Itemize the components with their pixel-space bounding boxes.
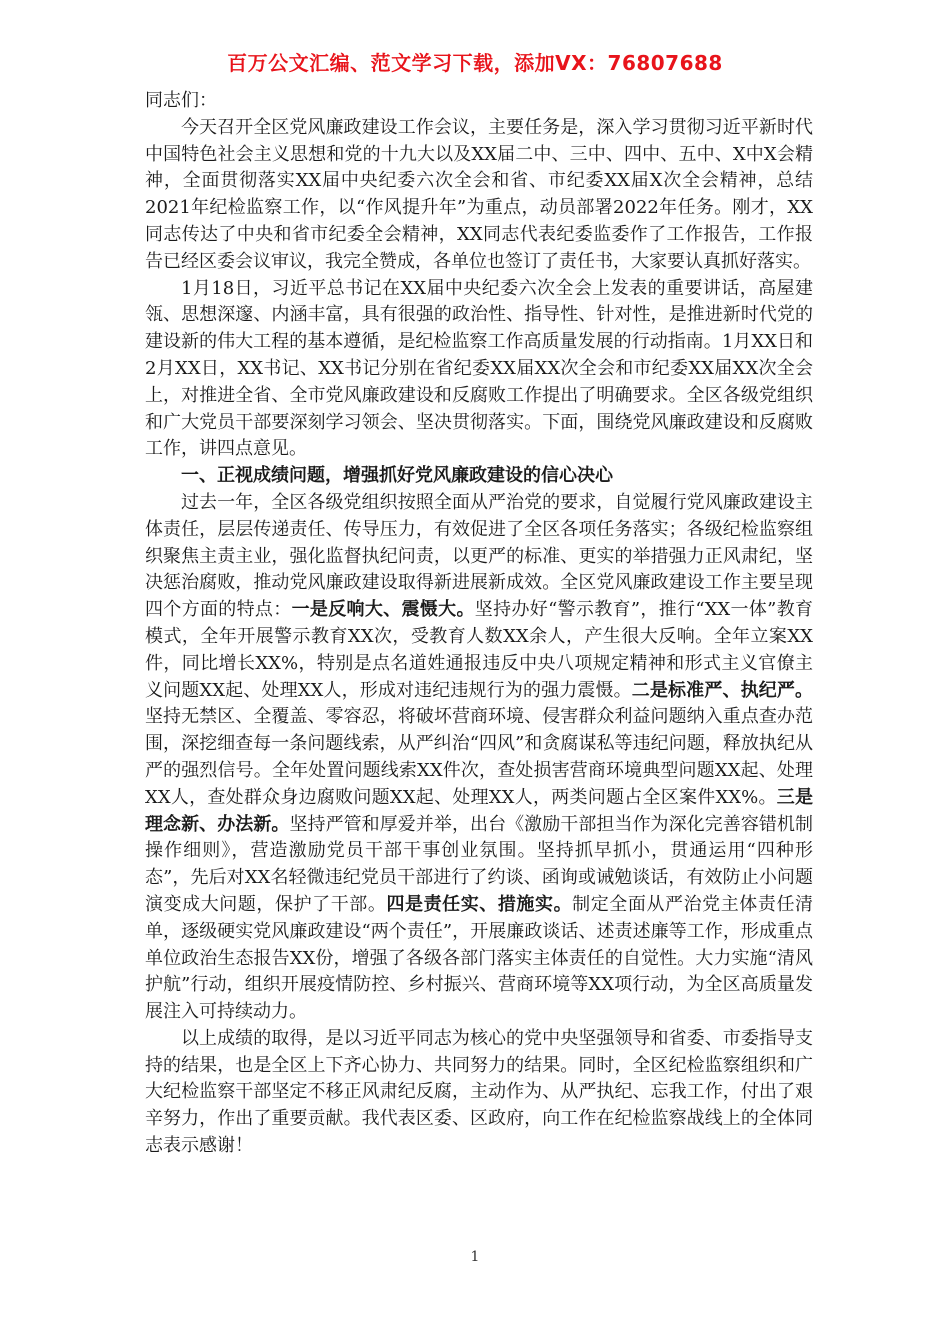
- watermark-header: 百万公文汇编、范文学习下载，添加VX：76807688: [227, 51, 723, 75]
- highlight-1: 一是反响大、震慑大。: [291, 599, 475, 621]
- achievements-text-2: 坚持办好“警示教育”，推行“XX一体”教育模式，全年开展警示教育XX次，受教育人数XX余人，产生很大反响。全年立案XX件，同比增长XX%，特别是点名道姓通报违反中央八项规定精神和形式主义官僚主义问题XX起、处理XX人，形成对违纪违规行为的强力震慑。: [145, 599, 814, 701]
- page-number: 1: [470, 1249, 480, 1265]
- achievements-text-3: 坚持无禁区、全覆盖、零容忍，将破坏营商环境、侵害群众利益问题纳入重点查办范围，深挖细查每一条问题线索，从严纠治“四风”和贪腐谋私等违纪问题，释放执纪从严的强烈信号。全年处置问题线索XX件次，查处损害营商环境典型问题XX起、处理XX人，查处群众身边腐败问题XX起、处理XX人，两类问题占全区案件XX%。: [145, 706, 813, 808]
- achievements-text-1: 过去一年，全区各级党组织按照全面从严治党的要求，自觉履行党风廉政建设主体责任，层层传递责任、传导压力，有效促进了全区各项任务落实；各级纪检监察组织聚焦主责主业，强化监督执纪问责，以更严的标准、更实的举措强力正风肃纪，坚决惩治腐败，推动党风廉政建设取得新进展新成效。全区党风廉政建设工作主要呈现四个方面的特点：: [145, 491, 813, 621]
- highlight-2: 二是标准严、执纪严。: [631, 679, 813, 701]
- paragraph-speech-summary: 1月18日，习近平总书记在XX届中央纪委六次全会上发表的重要讲话，高屋建瓴、思想深邃、内涵丰富，具有很强的政治性、指导性、针对性，是推进新时代党的建设新的伟大工程的基本遵循，是纪检监察工作高质量发展的行动指南。1月XX日和2月XX日，XX书记、XX书记分别在省纪委XX届XX次全会和市纪委XX届XX次全会上，对推进全省、全市党风廉政建设和反腐败工作提出了明确要求。全区各级党组织和广大党员干部要深刻学习领会、坚决贯彻落实。下面，围绕党风廉政建设和反腐败工作，讲四点意见。: [145, 277, 813, 460]
- salutation: 同志们：: [145, 90, 217, 111]
- section-heading: 一、正视成绩问题，增强抓好党风廉政建设的信心决心: [181, 465, 613, 487]
- document-body: [145, 88, 813, 1160]
- paragraph-intro: 今天召开全区党风廉政建设工作会议，主要任务是，深入学习贯彻习近平新时代中国特色社会主义思想和党的十九大以及XX届二中、三中、四中、五中、X中X会精神，全面贯彻落实XX届中央纪委六次全会和省、市纪委XX届X次全会精神，总结2021年纪检监察工作，以“作风提升年”为重点，动员部署2022年任务。刚才，XX同志传达了中央和省市纪委全会精神，XX同志代表纪委监委作了工作报告，工作报告已经区委会议审议，我完全赞成，各单位也签订了责任书，大家要认真抓好落实。: [145, 116, 813, 272]
- highlight-3: 三是理念新、办法新。: [145, 786, 814, 835]
- achievements-text-5: 制定全面从严治党主体责任清单，逐级硬实党风廉政建设“两个责任”，开展廉政谈话、述责述廉等工作，形成重点单位政治生态报告XX份，增强了各级各部门落实主体责任的自觉性。大力实施“清风护航”行动，组织开展疫情防控、乡村振兴、营商环境等XX项行动，为全区高质量发展注入可持续动力。: [145, 893, 814, 1023]
- highlight-4: 四是责任实、措施实。: [386, 893, 573, 915]
- paragraph-thanks: 以上成绩的取得，是以习近平同志为核心的党中央坚强领导和省委、市委指导支持的结果，也是全区上下齐心协力、共同努力的结果。同时，全区纪检监察组织和广大纪检监察干部坚定不移正风肃纪反腐，主动作为、从严执纪、忘我工作，付出了艰辛努力，作出了重要贡献。我代表区委、区政府，向工作在纪检监察战线上的全体同志表示感谢！: [145, 1027, 813, 1157]
- achievements-text-4: 坚持严管和厚爱并举，出台《激励干部担当作为深化完善容错机制操作细则》，营造激励党员干部干事创业氛围。坚持抓早抓小，贯通运用“四种形态”，先后对XX名轻微违纪党员干部进行了约谈、函询或诫勉谈话，有效防止小问题演变成大问题，保护了干部。: [145, 813, 814, 915]
- paragraph-achievements: [145, 490, 813, 1026]
